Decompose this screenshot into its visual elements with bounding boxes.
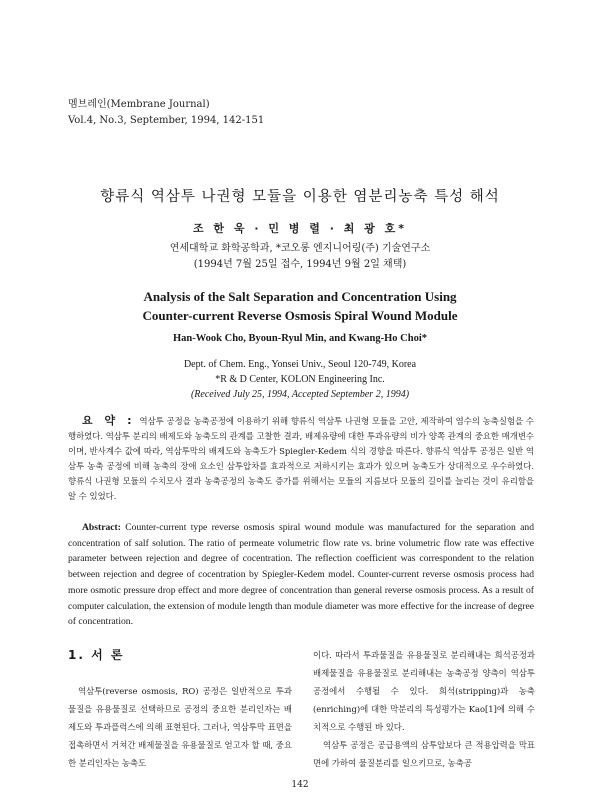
- english-title: [0, 287, 600, 325]
- korean-affiliation-block: [0, 241, 600, 273]
- english-abstract: [68, 520, 534, 630]
- page-number: 142: [291, 780, 309, 790]
- body-left-column: [68, 646, 292, 772]
- english-title-line1: Analysis of the Salt Separation and Concentration Using: [143, 289, 457, 304]
- journal-citation: Vol.4, No.3, September, 1994, 142-151: [68, 115, 265, 126]
- journal-name: 멤브레인(Membrane Journal): [68, 99, 210, 110]
- english-affiliation-line2: *R & D Center, KOLON Engineering Inc.: [215, 374, 385, 385]
- section-heading: 1. 서 론: [68, 648, 125, 662]
- journal-header: [68, 97, 264, 129]
- body-paragraph: 역삼투(reverse osmosis, RO) 공정은 일반적으로 투과물질을 유용물질로 선택하므로 공정의 중요한 분리인자는 배제도와 투과플럭스에 의해 표현된다. 그러나, 역삼투막 표면을 접촉하면서 거쳐간 배제물질을 유용물질로 얻고자 할 때, 중요한 분리인자는 농축도: [68, 686, 292, 768]
- english-abstract-text: Counter-current type reverse osmosis spiral wound module was manufactured for the separation and concentration of salf solution. The ratio of permeate volumetric flow rate vs. brine volumetric flow rate was effective parameter between rejection and degree of cocentration. The reflection coefficient was correspondent to the relation between rejection and degree of cocentration by Spiegler-Kedem model. Counter-current reverse osmosis process had more osmotic pressure drop effect and more degree of concentration than general reverse osmosis process. As a result of computer calculation, the extension of module length than module diameter was more effective for the increase of degree of concentration.: [68, 522, 534, 628]
- korean-authors: 조 한 욱 · 민 병 렬 · 최 광 호*: [192, 222, 408, 235]
- english-title-line2: Counter-current Reverse Osmosis Spiral Wound Module: [142, 308, 458, 323]
- body-paragraph: 역삼투 공정은 공급용액의 삼투압보다 큰 적용압력을 막표면에 가하여 물질분리를 일으키므로, 농축공: [313, 740, 535, 768]
- korean-abstract-label: 요 약 :: [82, 414, 136, 427]
- korean-affiliation: 연세대학교 화학공학과, *코오롱 엔지니어링(주) 기술연구소: [169, 243, 431, 254]
- korean-title: 향류식 역삼투 나권형 모듈을 이용한 염분리농축 특성 해석: [100, 189, 500, 205]
- korean-dates: (1994년 7월 25일 접수, 1994년 9월 2일 채택): [193, 259, 407, 270]
- body-paragraph: 이다. 따라서 투과물질을 유용물질로 분리해내는 희석공정과 배제물질을 유용물질로 분리해내는 농축공정 양측이 역삼투 공정에서 수행될 수 있다. 희석(stripping)과 농축(enriching)에 대한 막분리의 특성평가는 Kao[1]에 의해 수치적으로 수행된 바 있다.: [313, 650, 535, 732]
- korean-abstract-text: 역삼투 공정을 농축공정에 이용하기 위해 향류식 역삼투 나권형 모듈을 고안, 제작하여 염수의 농축실험을 수행하였다. 역삼투 분리의 배제도와 농축도의 관계를 고찰한 결과, 배제유량에 대한 투과유량의 비가 양쪽 관계의 중요한 매개변수이며, 반사계수 값에 따라, 역삼투막의 배제도와 농축도가 Spiegler-Kedem 식의 경향을 따른다. 향류식 역삼투 공정은 일반 역삼투 농축 공정에 비해 농축의 장애 요소인 삼투압차를 효과적으로 저하시키는 효과가 있으며 농축도가 상대적으로 우수하였다. 향류식 나권형 모듈의 수치모사 결과 농축공정의 농축도 증가를 위해서는 모듈의 지름보다 모듈의 길이를 늘리는 것이 유리함을 알 수 있었다.: [68, 416, 534, 501]
- english-affiliation-block: [0, 357, 600, 402]
- body-right-column: [313, 646, 535, 772]
- english-dates: (Received July 25, 1994, Accepted September 2, 1994): [190, 389, 410, 400]
- english-abstract-label: Abstract:: [82, 522, 121, 533]
- english-affiliation-line1: Dept. of Chem. Eng., Yonsei Univ., Seoul 120-749, Korea: [183, 359, 417, 370]
- korean-abstract: [68, 413, 534, 504]
- english-authors: Han-Wook Cho, Byoun-Ryul Min, and Kwang-Ho Choi*: [172, 333, 428, 344]
